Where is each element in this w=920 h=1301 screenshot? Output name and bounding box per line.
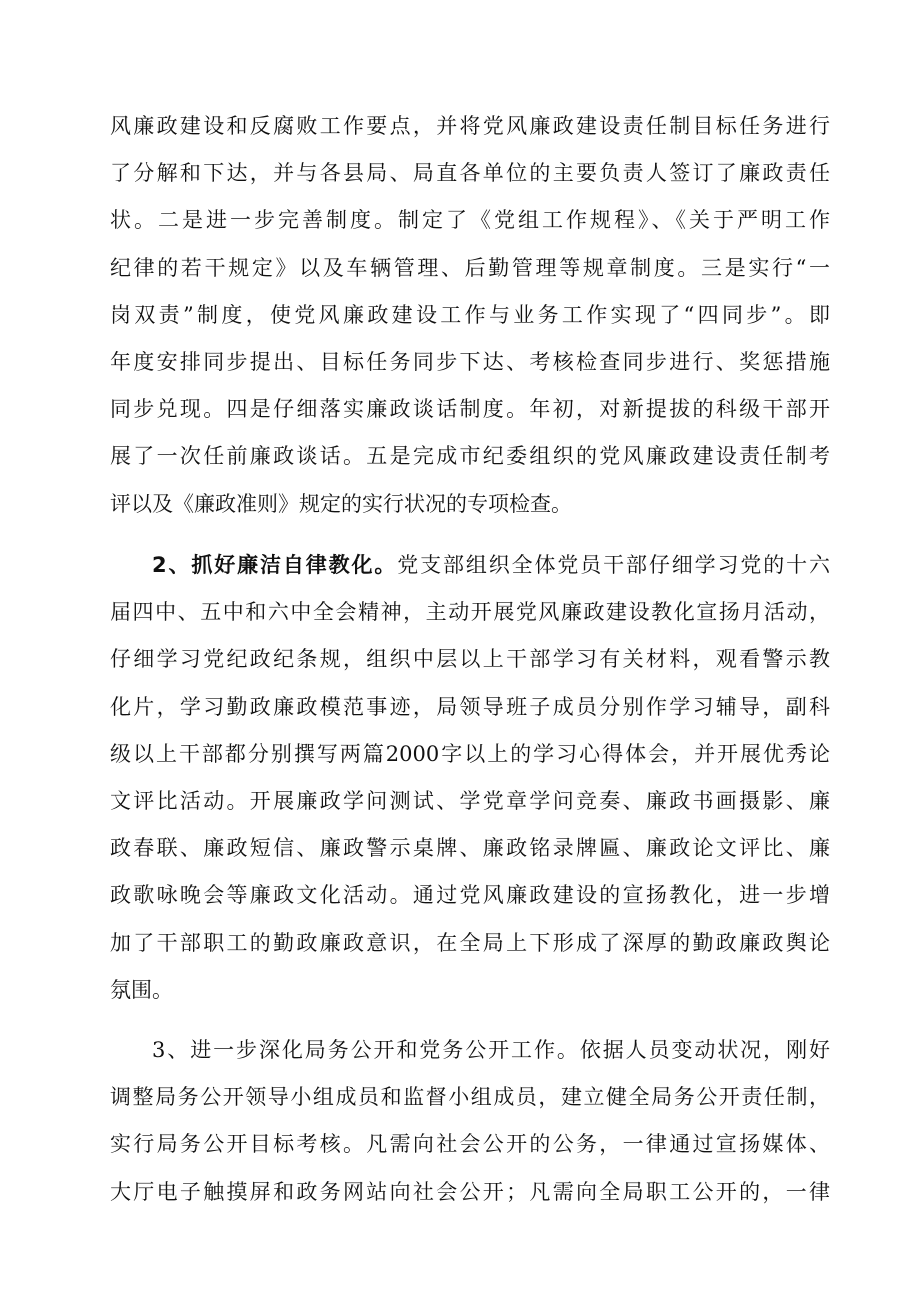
text-line: 加了干部职工的勤政廉政意识，在全局上下形成了深厚的勤政廉政舆论 xyxy=(110,930,830,955)
text-line: 了分解和下达，并与各县局、局直各单位的主要负责人签订了廉政责任 xyxy=(110,161,830,186)
text-line: 评以及《廉政准则》规定的实行状况的专项检查。 xyxy=(110,491,572,516)
paragraph-party-conduct-responsibility xyxy=(110,103,830,528)
text-line: 实行局务公开目标考核。凡需向社会公开的公务，一律通过宣扬媒体、 xyxy=(110,1132,830,1157)
text-line: 氛围。 xyxy=(110,977,173,1002)
text-line xyxy=(110,542,830,589)
text-line: 政歌咏晚会等廉政文化活动。通过党风廉政建设的宣扬教化，进一步增 xyxy=(110,883,830,908)
text-line: 同步兑现。四是仔细落实廉政谈话制度。年初，对新提拔的科级干部开 xyxy=(110,397,830,422)
text-line: 级以上干部都分别撰写两篇2000字以上的学习心得体会，并开展优秀论 xyxy=(110,741,830,766)
text-line: 岗双责”制度，使党风廉政建设工作与业务工作实现了“四同步”。即 xyxy=(110,302,830,327)
text-line: 届四中、五中和六中全会精神，主动开展党风廉政建设教化宣扬月活动， xyxy=(110,600,830,625)
text-line: 文评比活动。开展廉政学问测试、学党章学问竞奏、廉政书画摄影、廉 xyxy=(110,788,830,813)
paragraph-affairs-disclosure xyxy=(110,1027,830,1216)
text-line: 3、进一步深化局务公开和党务公开工作。依据人员变动状况，刚好 xyxy=(152,1038,830,1062)
text-line: 展了一次任前廉政谈话。五是完成市纪委组织的党风廉政建设责任制考 xyxy=(110,444,830,469)
text-line: 状。二是进一步完善制度。制定了《党组工作规程》、《关于严明工作 xyxy=(110,208,830,233)
text-run: 党支部组织全体党员干部仔细学习党的十六 xyxy=(397,553,830,577)
paragraph-integrity-education xyxy=(110,542,830,1014)
text-line: 仔细学习党纪政纪条规，组织中层以上干部学习有关材料，观看警示教 xyxy=(110,647,830,672)
text-line: 风廉政建设和反腐败工作要点，并将党风廉政建设责任制目标任务进行 xyxy=(110,114,830,138)
text-line: 纪律的若干规定》以及车辆管理、后勤管理等规章制度。三是实行“一 xyxy=(110,255,830,280)
text-line: 政春联、廉政短信、廉政警示桌牌、廉政铭录牌匾、廉政论文评比、廉 xyxy=(110,836,830,861)
text-line: 调整局务公开领导小组成员和监督小组成员，建立健全局务公开责任制， xyxy=(110,1085,830,1110)
section-heading: 2、抓好廉洁自律教化。 xyxy=(152,553,398,577)
text-line: 大厅电子触摸屏和政务网站向社会公开；凡需向全局职工公开的，一律 xyxy=(110,1179,830,1204)
text-line: 年度安排同步提出、目标任务同步下达、考核检查同步进行、奖惩措施 xyxy=(110,349,830,374)
text-line: 化片，学习勤政廉政模范事迹，局领导班子成员分别作学习辅导，副科 xyxy=(110,694,830,719)
